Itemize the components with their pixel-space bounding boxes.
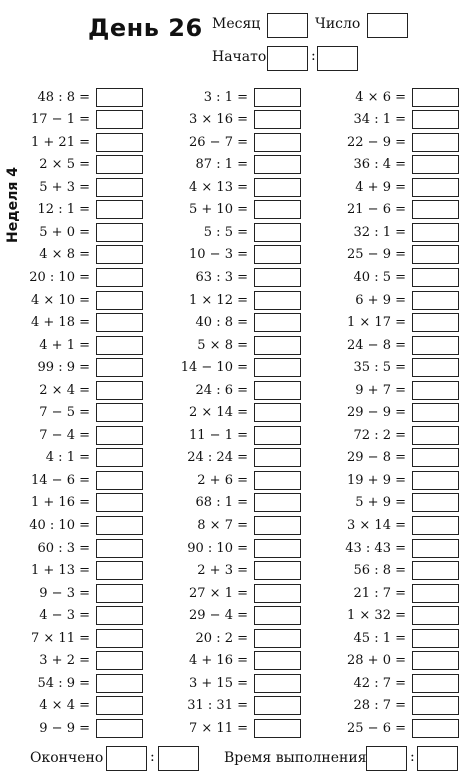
exercise-row bbox=[158, 267, 301, 287]
exercise-expression: 19 + 9 = bbox=[347, 472, 406, 488]
exercise-expression: 56 : 8 = bbox=[353, 563, 406, 578]
exercise-row bbox=[0, 493, 143, 513]
exercise-row bbox=[0, 335, 143, 355]
exercise-row bbox=[316, 403, 459, 423]
exercise-row bbox=[316, 290, 459, 310]
answer-box[interactable] bbox=[412, 448, 459, 467]
answer-box[interactable] bbox=[96, 313, 143, 332]
answer-box[interactable] bbox=[254, 584, 301, 603]
answer-box[interactable] bbox=[96, 606, 143, 625]
duration-minutes-field[interactable] bbox=[366, 746, 407, 771]
exercise-row bbox=[316, 245, 459, 265]
exercise-expression: 12 : 1 = bbox=[37, 202, 90, 218]
answer-box[interactable] bbox=[96, 381, 143, 400]
exercise-expression: 1 + 16 = bbox=[31, 495, 90, 511]
exercise-row bbox=[316, 267, 459, 287]
exercise-row bbox=[0, 651, 143, 671]
answer-box[interactable] bbox=[96, 719, 143, 738]
day-number-label: Число bbox=[315, 16, 361, 32]
answer-box[interactable] bbox=[412, 110, 459, 129]
answer-box[interactable] bbox=[254, 178, 301, 197]
exercise-expression: 9 − 9 = bbox=[39, 720, 90, 736]
answer-box[interactable] bbox=[254, 539, 301, 558]
exercise-expression: 21 : 7 = bbox=[353, 585, 406, 601]
exercise-row bbox=[316, 110, 459, 130]
exercise-expression: 5 + 0 = bbox=[39, 224, 90, 240]
exercise-expression: 4 × 4 = bbox=[39, 698, 90, 714]
exercise-expression: 2 + 6 = bbox=[197, 472, 248, 488]
exercise-expression: 4 + 16 = bbox=[189, 653, 248, 669]
exercise-row bbox=[0, 628, 143, 648]
exercise-row bbox=[0, 267, 143, 287]
exercise-expression: 24 : 24 = bbox=[187, 450, 248, 466]
exercise-row bbox=[316, 425, 459, 445]
answer-box[interactable] bbox=[254, 471, 301, 490]
exercise-row bbox=[158, 245, 301, 265]
exercise-expression: 14 − 10 = bbox=[180, 360, 248, 376]
exercise-row bbox=[158, 696, 301, 716]
answer-box[interactable] bbox=[254, 268, 301, 287]
exercise-row bbox=[158, 200, 301, 220]
answer-box[interactable] bbox=[254, 110, 301, 129]
answer-box[interactable] bbox=[412, 268, 459, 287]
exercise-row bbox=[316, 470, 459, 490]
answer-box[interactable] bbox=[96, 629, 143, 648]
exercise-expression: 99 : 9 = bbox=[37, 360, 90, 376]
exercise-expression: 9 + 7 = bbox=[355, 382, 406, 398]
answer-box[interactable] bbox=[254, 448, 301, 467]
exercise-expression: 14 − 6 = bbox=[31, 472, 90, 488]
exercise-expression: 3 + 2 = bbox=[39, 653, 90, 669]
answer-box[interactable] bbox=[412, 313, 459, 332]
exercise-row bbox=[316, 628, 459, 648]
answer-box[interactable] bbox=[96, 155, 143, 174]
finished-label: Окончено bbox=[30, 750, 104, 766]
exercise-row bbox=[0, 313, 143, 333]
exercise-row bbox=[158, 628, 301, 648]
exercise-row bbox=[0, 87, 143, 107]
answer-box[interactable] bbox=[412, 403, 459, 422]
exercise-row bbox=[0, 583, 143, 603]
exercise-expression: 54 : 9 = bbox=[37, 675, 90, 691]
exercise-expression: 4 + 1 = bbox=[39, 337, 90, 353]
exercise-row bbox=[158, 87, 301, 107]
exercise-expression: 7 × 11 = bbox=[31, 630, 90, 646]
answer-box[interactable] bbox=[254, 493, 301, 512]
exercise-expression: 87 : 1 = bbox=[195, 157, 248, 173]
exercise-expression: 17 − 1 = bbox=[31, 112, 90, 127]
answer-box[interactable] bbox=[412, 358, 459, 377]
exercise-row bbox=[0, 358, 143, 378]
answer-box[interactable] bbox=[254, 629, 301, 648]
answer-box[interactable] bbox=[96, 471, 143, 490]
exercise-expression: 1 × 32 = bbox=[347, 608, 406, 624]
answer-box[interactable] bbox=[412, 629, 459, 648]
answer-box[interactable] bbox=[254, 606, 301, 625]
exercise-expression: 42 : 7 = bbox=[353, 675, 406, 691]
answer-box[interactable] bbox=[254, 426, 301, 445]
answer-box[interactable] bbox=[96, 403, 143, 422]
exercise-expression: 5 : 5 = bbox=[203, 224, 248, 240]
exercise-row bbox=[158, 425, 301, 445]
answer-box[interactable] bbox=[254, 651, 301, 670]
exercise-row bbox=[316, 493, 459, 513]
exercise-row bbox=[158, 380, 301, 400]
exercise-row bbox=[0, 245, 143, 265]
answer-box[interactable] bbox=[96, 584, 143, 603]
exercise-row bbox=[158, 470, 301, 490]
answer-box[interactable] bbox=[412, 606, 459, 625]
answer-box[interactable] bbox=[254, 674, 301, 693]
exercise-expression: 2 × 4 = bbox=[39, 382, 90, 398]
answer-box[interactable] bbox=[96, 696, 143, 715]
exercise-expression: 45 : 1 = bbox=[353, 630, 406, 646]
exercise-row bbox=[158, 403, 301, 423]
answer-box[interactable] bbox=[412, 223, 459, 242]
exercise-row bbox=[0, 222, 143, 242]
exercise-row bbox=[0, 110, 143, 130]
exercise-expression: 4 + 18 = bbox=[31, 315, 90, 330]
exercise-row bbox=[158, 155, 301, 175]
exercise-row bbox=[158, 718, 301, 738]
answer-box[interactable] bbox=[96, 516, 143, 535]
exercise-row bbox=[158, 583, 301, 603]
exercise-expression: 4 − 3 = bbox=[39, 608, 90, 624]
exercise-expression: 40 : 10 = bbox=[29, 518, 90, 533]
exercise-expression: 40 : 5 = bbox=[353, 269, 406, 285]
exercise-row bbox=[316, 696, 459, 716]
exercise-row bbox=[0, 177, 143, 197]
duration-time-separator: : bbox=[410, 749, 415, 765]
answer-box[interactable] bbox=[412, 539, 459, 558]
start-time-separator: : bbox=[311, 48, 316, 64]
answer-box[interactable] bbox=[254, 133, 301, 152]
answer-box[interactable] bbox=[254, 516, 301, 535]
exercise-expression: 7 − 5 = bbox=[39, 405, 90, 421]
exercise-row bbox=[316, 335, 459, 355]
exercise-expression: 24 − 8 = bbox=[347, 337, 406, 353]
answer-box[interactable] bbox=[254, 88, 301, 107]
exercise-expression: 36 : 4 = bbox=[353, 157, 406, 173]
exercise-row bbox=[158, 516, 301, 536]
exercise-expression: 34 : 1 = bbox=[353, 112, 406, 127]
answer-box[interactable] bbox=[96, 133, 143, 152]
answer-box[interactable] bbox=[412, 200, 459, 219]
exercise-expression: 63 : 3 = bbox=[195, 269, 248, 285]
answer-box[interactable] bbox=[96, 200, 143, 219]
exercise-row bbox=[316, 516, 459, 536]
exercise-expression: 7 − 4 = bbox=[39, 427, 90, 443]
answer-box[interactable] bbox=[412, 584, 459, 603]
exercise-expression: 31 : 31 = bbox=[187, 698, 248, 714]
answer-box[interactable] bbox=[412, 381, 459, 400]
exercise-row bbox=[316, 313, 459, 333]
exercise-expression: 5 + 10 = bbox=[189, 202, 248, 218]
exercise-expression: 8 × 7 = bbox=[197, 518, 248, 533]
answer-box[interactable] bbox=[412, 133, 459, 152]
answer-box[interactable] bbox=[412, 88, 459, 107]
exercise-expression: 3 × 14 = bbox=[347, 518, 406, 533]
exercise-row bbox=[316, 177, 459, 197]
exercise-row bbox=[0, 200, 143, 220]
exercise-row bbox=[316, 200, 459, 220]
answer-box[interactable] bbox=[412, 719, 459, 738]
exercise-row bbox=[158, 177, 301, 197]
answer-box[interactable] bbox=[254, 223, 301, 242]
exercise-row bbox=[316, 87, 459, 107]
answer-box[interactable] bbox=[254, 200, 301, 219]
exercise-row bbox=[0, 403, 143, 423]
answer-box[interactable] bbox=[254, 403, 301, 422]
exercise-expression: 2 × 14 = bbox=[189, 405, 248, 421]
answer-box[interactable] bbox=[96, 651, 143, 670]
answer-box[interactable] bbox=[412, 155, 459, 174]
exercise-expression: 4 × 13 = bbox=[189, 179, 248, 195]
answer-box[interactable] bbox=[254, 696, 301, 715]
exercise-row bbox=[0, 470, 143, 490]
exercise-expression: 21 − 6 = bbox=[347, 202, 406, 218]
exercise-row bbox=[158, 538, 301, 558]
exercise-row bbox=[316, 448, 459, 468]
exercise-expression: 10 − 3 = bbox=[189, 247, 248, 263]
exercise-row bbox=[316, 606, 459, 626]
answer-box[interactable] bbox=[254, 313, 301, 332]
exercise-row bbox=[316, 651, 459, 671]
exercise-row bbox=[158, 358, 301, 378]
answer-box[interactable] bbox=[412, 651, 459, 670]
answer-box[interactable] bbox=[412, 516, 459, 535]
exercise-expression: 5 + 3 = bbox=[39, 179, 90, 195]
finished-time-separator: : bbox=[150, 749, 155, 765]
answer-box[interactable] bbox=[96, 223, 143, 242]
duration-seconds-field[interactable] bbox=[417, 746, 458, 771]
answer-box[interactable] bbox=[412, 336, 459, 355]
exercise-expression: 5 + 9 = bbox=[355, 495, 406, 511]
answer-box[interactable] bbox=[254, 336, 301, 355]
answer-box[interactable] bbox=[96, 493, 143, 512]
answer-box[interactable] bbox=[254, 291, 301, 310]
answer-box[interactable] bbox=[96, 539, 143, 558]
exercise-row bbox=[316, 538, 459, 558]
answer-box[interactable] bbox=[96, 358, 143, 377]
answer-box[interactable] bbox=[254, 719, 301, 738]
exercise-row bbox=[0, 606, 143, 626]
answer-box[interactable] bbox=[96, 291, 143, 310]
exercise-expression: 25 − 6 = bbox=[347, 720, 406, 736]
exercise-row bbox=[158, 222, 301, 242]
exercise-row bbox=[316, 155, 459, 175]
answer-box[interactable] bbox=[96, 268, 143, 287]
exercise-row bbox=[0, 132, 143, 152]
exercise-expression: 1 + 21 = bbox=[31, 134, 90, 150]
answer-box[interactable] bbox=[412, 178, 459, 197]
exercise-expression: 29 − 4 = bbox=[189, 608, 248, 624]
answer-box[interactable] bbox=[96, 336, 143, 355]
exercise-expression: 24 : 6 = bbox=[195, 382, 248, 398]
exercise-row bbox=[0, 448, 143, 468]
answer-box[interactable] bbox=[412, 471, 459, 490]
exercise-expression: 4 × 10 = bbox=[31, 292, 90, 308]
exercise-expression: 32 : 1 = bbox=[353, 224, 406, 240]
exercise-row bbox=[158, 290, 301, 310]
exercise-expression: 3 × 16 = bbox=[189, 112, 248, 127]
week-label-text: Неделя 4 bbox=[5, 167, 21, 243]
exercise-expression: 4 + 9 = bbox=[355, 179, 406, 195]
answer-box[interactable] bbox=[412, 696, 459, 715]
answer-box[interactable] bbox=[96, 561, 143, 580]
exercise-row bbox=[0, 516, 143, 536]
exercise-expression: 27 × 1 = bbox=[189, 585, 248, 601]
exercise-row bbox=[316, 673, 459, 693]
exercise-expression: 3 + 15 = bbox=[189, 675, 248, 691]
exercise-row bbox=[316, 380, 459, 400]
finished-hours-field[interactable] bbox=[106, 746, 147, 771]
exercise-expression: 3 : 1 = bbox=[203, 89, 248, 105]
exercise-expression: 43 : 43 = bbox=[345, 540, 406, 556]
exercise-expression: 20 : 10 = bbox=[29, 269, 90, 285]
exercise-expression: 2 × 5 = bbox=[39, 157, 90, 173]
exercise-row bbox=[158, 606, 301, 626]
exercise-row bbox=[158, 335, 301, 355]
answer-box[interactable] bbox=[254, 155, 301, 174]
month-label: Месяц bbox=[212, 16, 261, 32]
day-title: День 26 bbox=[88, 14, 203, 42]
exercise-row bbox=[0, 561, 143, 581]
answer-box[interactable] bbox=[96, 110, 143, 129]
answer-box[interactable] bbox=[254, 245, 301, 264]
exercise-expression: 1 + 13 = bbox=[31, 563, 90, 578]
exercise-expression: 72 : 2 = bbox=[353, 427, 406, 443]
exercise-row bbox=[0, 155, 143, 175]
exercise-row bbox=[158, 110, 301, 130]
answer-box[interactable] bbox=[96, 674, 143, 693]
exercise-expression: 25 − 9 = bbox=[347, 247, 406, 263]
exercise-expression: 5 × 8 = bbox=[197, 337, 248, 353]
exercise-expression: 4 × 6 = bbox=[355, 89, 406, 105]
exercise-expression: 4 × 8 = bbox=[39, 247, 90, 263]
duration-label: Время выполнения bbox=[224, 750, 367, 766]
exercise-expression: 68 : 1 = bbox=[195, 495, 248, 511]
exercise-row bbox=[316, 358, 459, 378]
answer-box[interactable] bbox=[412, 493, 459, 512]
answer-box[interactable] bbox=[412, 291, 459, 310]
exercise-expression: 20 : 2 = bbox=[195, 630, 248, 646]
exercise-row bbox=[158, 673, 301, 693]
exercise-row bbox=[0, 290, 143, 310]
exercise-row bbox=[316, 718, 459, 738]
exercise-expression: 40 : 8 = bbox=[195, 315, 248, 330]
answer-box[interactable] bbox=[412, 426, 459, 445]
exercise-expression: 7 × 11 = bbox=[189, 720, 248, 736]
exercise-expression: 22 − 9 = bbox=[347, 134, 406, 150]
exercise-row bbox=[0, 538, 143, 558]
exercise-row bbox=[158, 448, 301, 468]
exercise-expression: 29 − 9 = bbox=[347, 405, 406, 421]
exercise-expression: 2 + 3 = bbox=[197, 563, 248, 578]
exercise-row bbox=[158, 493, 301, 513]
answer-box[interactable] bbox=[96, 426, 143, 445]
answer-box[interactable] bbox=[96, 245, 143, 264]
exercise-expression: 9 − 3 = bbox=[39, 585, 90, 601]
exercise-expression: 28 + 0 = bbox=[347, 653, 406, 669]
answer-box[interactable] bbox=[96, 178, 143, 197]
exercise-expression: 1 × 17 = bbox=[347, 315, 406, 330]
exercise-expression: 11 − 1 = bbox=[189, 427, 248, 443]
exercise-row bbox=[158, 651, 301, 671]
exercise-row bbox=[0, 673, 143, 693]
exercise-expression: 35 : 5 = bbox=[353, 360, 406, 376]
exercise-row bbox=[0, 696, 143, 716]
exercise-row bbox=[0, 380, 143, 400]
answer-box[interactable] bbox=[96, 88, 143, 107]
exercise-row bbox=[158, 313, 301, 333]
exercise-expression: 90 : 10 = bbox=[187, 540, 248, 556]
exercise-row bbox=[316, 222, 459, 242]
answer-box[interactable] bbox=[96, 448, 143, 467]
answer-box[interactable] bbox=[254, 561, 301, 580]
exercise-row bbox=[158, 132, 301, 152]
answer-box[interactable] bbox=[254, 381, 301, 400]
exercise-expression: 48 : 8 = bbox=[37, 89, 90, 105]
exercise-expression: 60 : 3 = bbox=[37, 540, 90, 556]
exercise-expression: 29 − 8 = bbox=[347, 450, 406, 466]
exercise-expression: 6 + 9 = bbox=[355, 292, 406, 308]
exercise-row bbox=[316, 561, 459, 581]
answer-box[interactable] bbox=[412, 674, 459, 693]
answer-box[interactable] bbox=[412, 245, 459, 264]
finished-minutes-field[interactable] bbox=[158, 746, 199, 771]
exercise-row bbox=[316, 583, 459, 603]
exercise-row bbox=[158, 561, 301, 581]
exercise-expression: 28 : 7 = bbox=[353, 698, 406, 714]
exercise-expression: 4 : 1 = bbox=[45, 450, 90, 466]
exercise-expression: 1 × 12 = bbox=[189, 292, 248, 308]
exercise-row bbox=[0, 718, 143, 738]
exercise-expression: 26 − 7 = bbox=[189, 134, 248, 150]
answer-box[interactable] bbox=[412, 561, 459, 580]
start-label: Начато bbox=[212, 49, 267, 65]
exercise-row bbox=[0, 425, 143, 445]
exercise-row bbox=[316, 132, 459, 152]
answer-box[interactable] bbox=[254, 358, 301, 377]
